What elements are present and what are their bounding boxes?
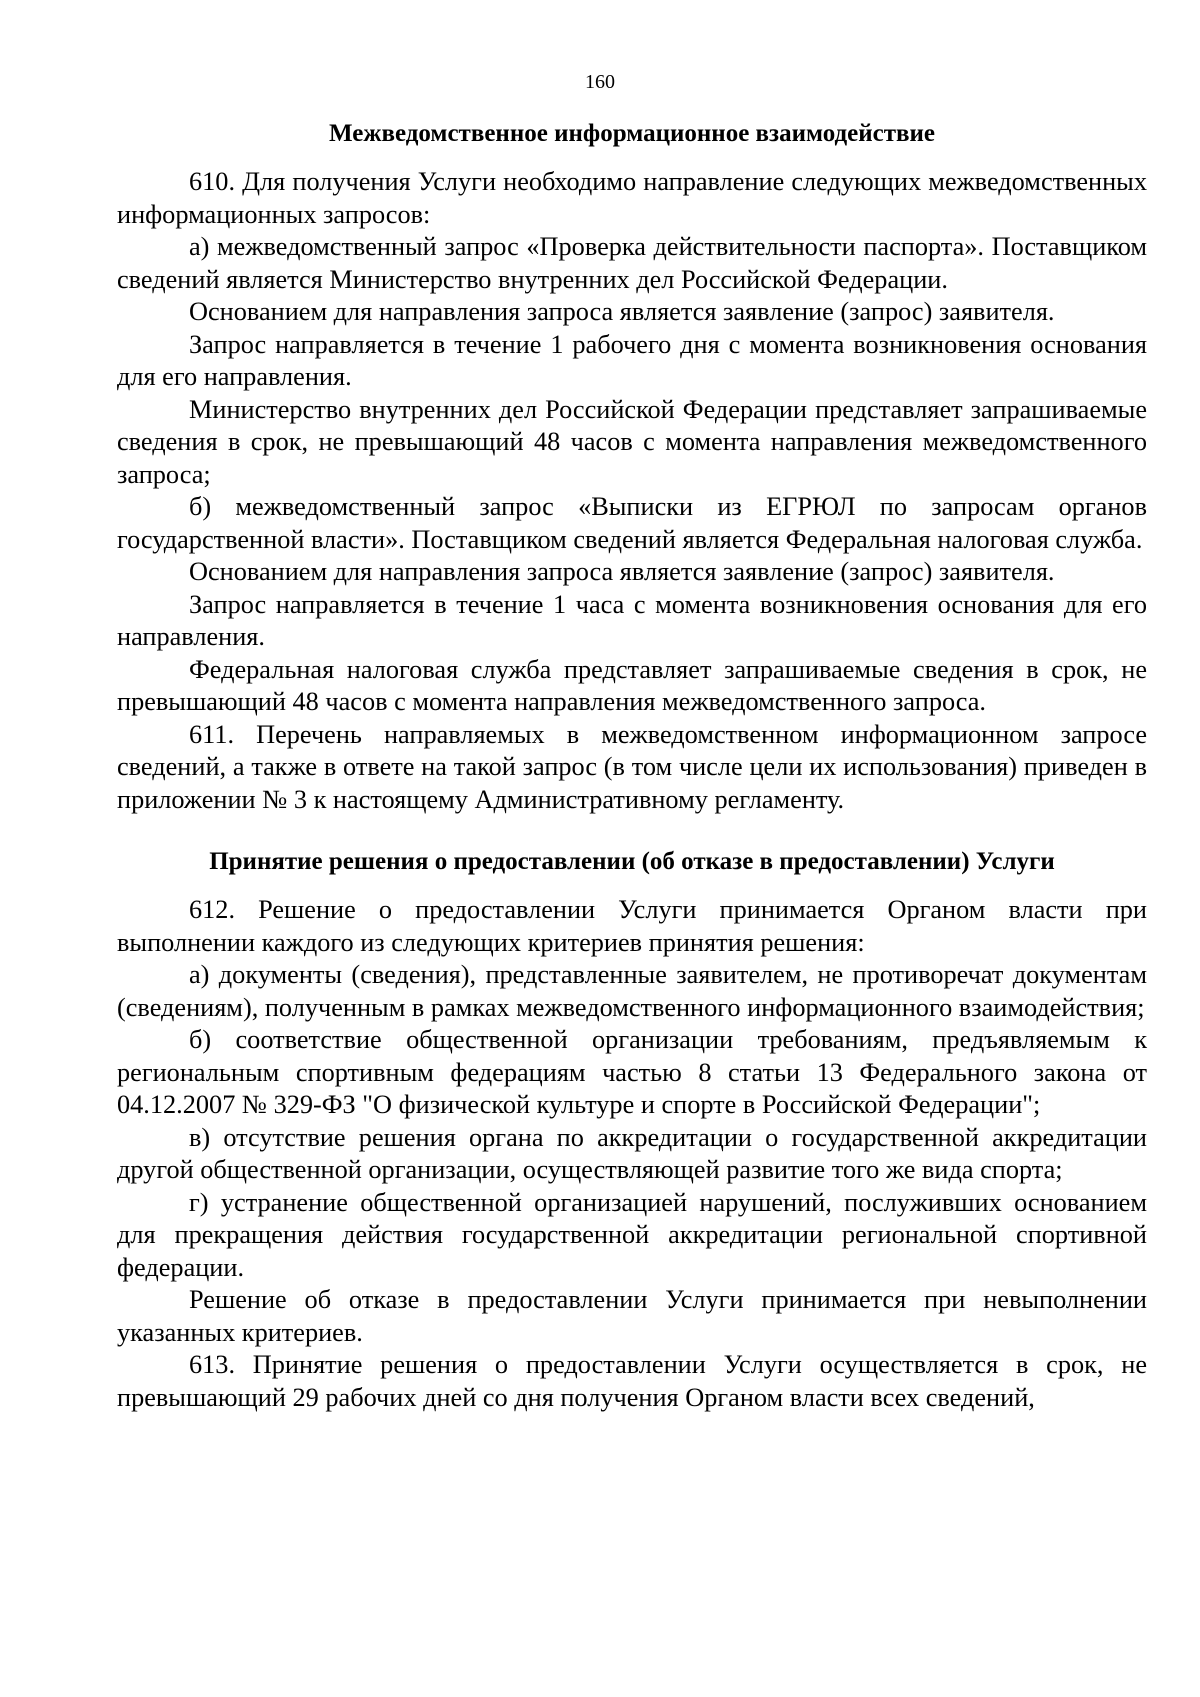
- paragraph: Решение об отказе в предоставлении Услуги принимается при невыполнении указанных критериев.: [117, 1285, 1147, 1347]
- paragraph: Основанием для направления запроса является заявление (запрос) заявителя.: [189, 297, 1055, 326]
- paragraph: 613. Принятие решения о предоставлении Услуги осуществляется в срок, не превышающий 29 рабочих дней со дня получения Органом власти всех сведений,: [117, 1350, 1147, 1412]
- paragraph: а) документы (сведения), представленные заявителем, не противоречат документам (сведениям), полученным в рамках межведомственного информационного взаимодействия;: [117, 960, 1147, 1022]
- paragraph: Запрос направляется в течение 1 рабочего дня с момента возникновения основания для его направления.: [117, 329, 1147, 391]
- section-decision: [117, 894, 1147, 1414]
- paragraph: г) устранение общественной организацией нарушений, послуживших основанием для прекращения действия государственной аккредитации региональной спортивной федерации.: [117, 1187, 1147, 1282]
- paragraph: б) соответствие общественной организации требованиям, предъявляемым к региональным спортивным федерациям частью 8 статьи 13 Федерального закона от 04.12.2007 № 329-ФЗ "О физической культуре и спорте в Российской Федерации";: [117, 1025, 1147, 1119]
- section-heading-decision: Принятие решения о предоставлении (об отказе в предоставлении) Услуги: [209, 848, 1055, 875]
- paragraph: Федеральная налоговая служба представляет запрашиваемые сведения в срок, не превышающий 48 часов с момента направления межведомственного запроса.: [117, 654, 1147, 716]
- paragraph: 611. Перечень направляемых в межведомственном информационном запросе сведений, а также в ответе на такой запрос (в том числе цели их использования) приведен в приложении № 3 к настоящему Административному регламенту.: [117, 719, 1147, 814]
- paragraph: Основанием для направления запроса является заявление (запрос) заявителя.: [189, 557, 1055, 586]
- section-interagency: [117, 166, 1147, 816]
- paragraph: 610. Для получения Услуги необходимо направление следующих межведомственных информационных запросов:: [117, 167, 1147, 229]
- paragraph: 612. Решение о предоставлении Услуги принимается Органом власти при выполнении каждого из следующих критериев принятия решения:: [117, 895, 1147, 957]
- paragraph: б) межведомственный запрос «Выписки из ЕГРЮЛ по запросам органов государственной власти». Поставщиком сведений является Федеральная налоговая служба.: [117, 492, 1147, 554]
- paragraph: Министерство внутренних дел Российской Федерации представляет запрашиваемые сведения в срок, не превышающий 48 часов с момента направления межведомственного запроса;: [117, 394, 1147, 489]
- paragraph: Запрос направляется в течение 1 часа с момента возникновения основания для его направления.: [117, 589, 1147, 651]
- section-heading-interagency: Межведомственное информационное взаимодействие: [329, 120, 935, 147]
- page-number: 160: [585, 71, 615, 93]
- document-body: [117, 118, 1147, 1414]
- paragraph: а) межведомственный запрос «Проверка действительности паспорта». Поставщиком сведений является Министерство внутренних дел Российской Федерации.: [117, 232, 1147, 294]
- paragraph: в) отсутствие решения органа по аккредитации о государственной аккредитации другой общественной организации, осуществляющей развитие того же вида спорта;: [117, 1122, 1147, 1184]
